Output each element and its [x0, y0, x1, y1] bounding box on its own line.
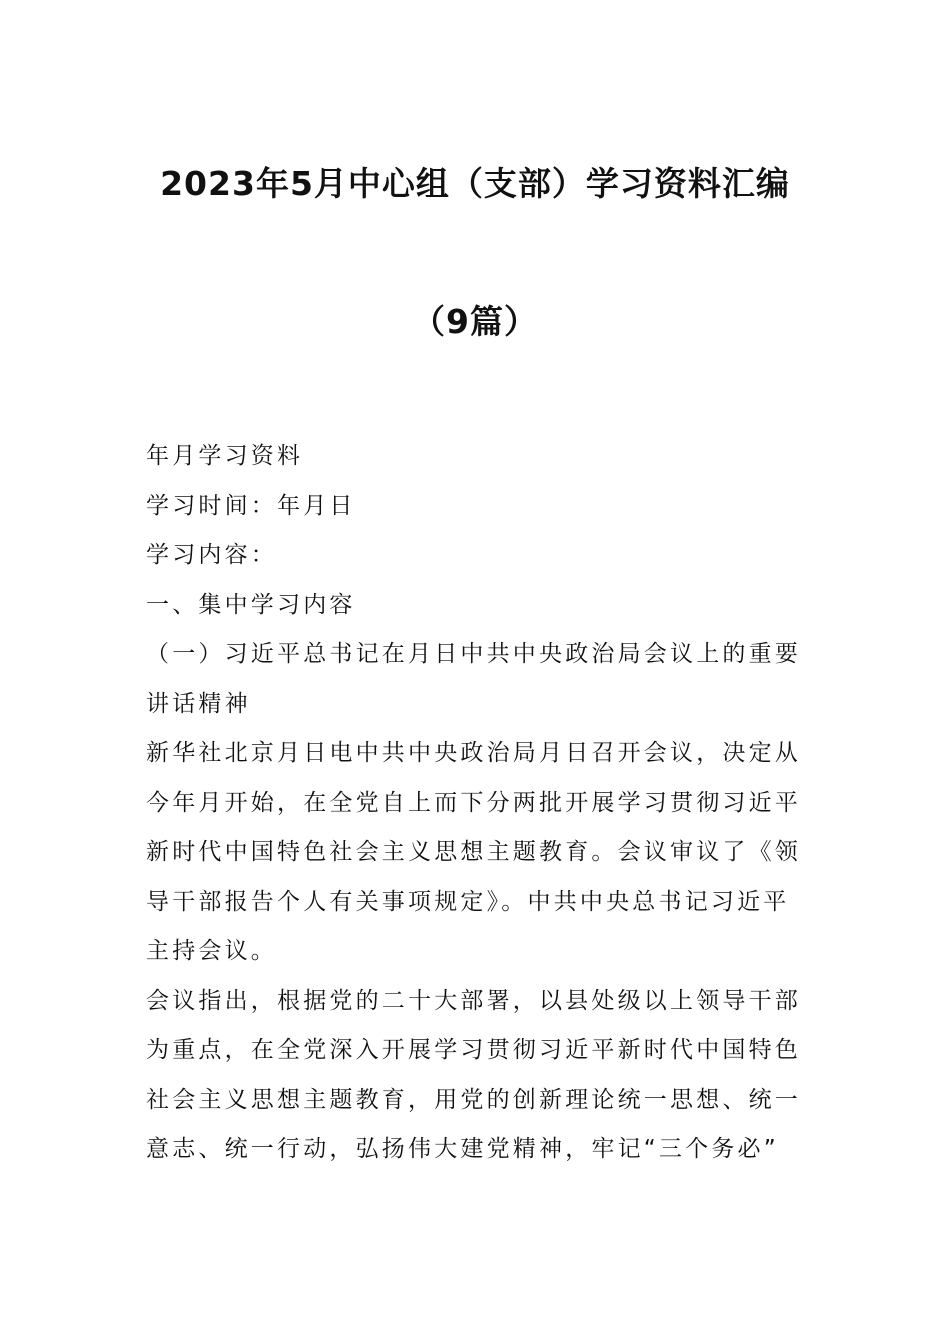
paragraph-study-content: 学习内容：	[146, 542, 277, 568]
body-paragraph: 会议指出，根据党的二十大部署，以县处级以上领导干部为重点，在全党深入开展学习贯彻习近平新时代中国特色社会主义思想主题教育，用党的创新理论统一思想、统一意志、统一行动，弘扬伟大建党精神，牢记“三个务必”	[146, 987, 801, 1162]
body-paragraph: 新华社北京月日电中共中央政治局月日召开会议，决定从今年月开始，在全党自上而下分两批开展学习贯彻习近平新时代中国特色社会主义思想主题教育。会议审议了《领导干部报告个人有关事项规定》。中共中央总书记习近平主持会议。	[146, 740, 801, 964]
document-body	[146, 432, 806, 1175]
document-subtitle: （9篇）	[412, 302, 538, 341]
paragraph-heading: 年月学习资料	[146, 443, 304, 469]
subsection-heading: （一）习近平总书记在月日中共中央政治局会议上的重要讲话精神	[146, 641, 801, 717]
document-title: 2023年5月中心组（支部）学习资料汇编	[160, 164, 790, 203]
section-heading: 一、集中学习内容	[146, 591, 356, 618]
paragraph-study-time: 学习时间：年月日	[146, 492, 356, 519]
